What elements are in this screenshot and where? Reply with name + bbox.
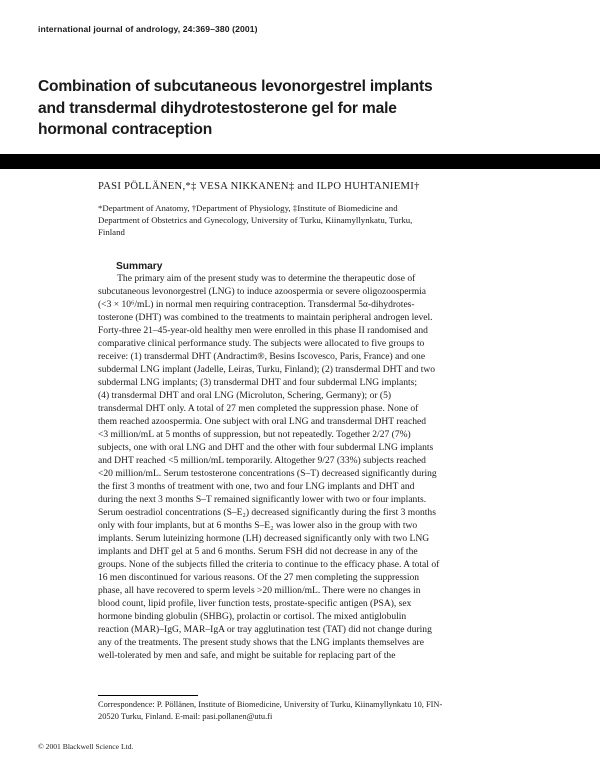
- summary-line: subdermal LNG implant (Jadelle, Leiras, Turku, Finland); (2) transdermal DHT and two: [98, 363, 436, 375]
- footnote-divider: [98, 695, 198, 696]
- affiliation-line: *Department of Anatomy, †Department of Physiology, ‡Institute of Biomedicine and: [98, 203, 398, 213]
- summary-line: Forty-three 21–45-year-old healthy men were enrolled in this phase II randomised and: [98, 324, 428, 336]
- affiliation-line: Finland: [98, 227, 125, 237]
- summary-line: groups. None of the subjects filled the criteria to continue to the efficacy phase. A total of: [98, 558, 440, 570]
- summary-line: (4) transdermal DHT and oral LNG (Microluton, Schering, Germany); or (5): [98, 389, 392, 401]
- copyright-notice: © 2001 Blackwell Science Ltd.: [38, 742, 134, 751]
- summary-line: subdermal LNG implants; (3) transdermal DHT and four subdermal LNG implants;: [98, 376, 418, 388]
- summary-line: transdermal DHT only. A total of 27 men completed the suppression phase. None of: [98, 402, 419, 414]
- summary-line: <3 million/mL at 5 months of suppression, but not repeatedly. Together 2/27 (7%): [98, 428, 411, 440]
- summary-line: subcutaneous levonorgestrel (LNG) to induce azoospermia or severe oligozoospermia: [98, 285, 427, 297]
- summary-line: (<3 × 10⁶/mL) in normal men requiring contraception. Transdermal 5α-dihydrotes-: [98, 298, 415, 310]
- summary-line: well-tolerated by men and safe, and might be suitable for replacing part of the: [98, 649, 396, 661]
- summary-line: implants. Serum luteinizing hormone (LH) decreased significantly only with two LNG: [98, 532, 430, 544]
- summary-line: Serum oestradiol concentrations (S–E₂) decreased significantly during the first 3 months: [98, 506, 436, 518]
- author-affiliations: [98, 202, 498, 238]
- summary-line: 16 men discontinued for various reasons. Of the 27 men completing the suppression: [98, 571, 420, 583]
- summary-line: them reached azoospermia. One subject with oral LNG and transdermal DHT reached: [98, 415, 427, 427]
- summary-line: and DHT reached <5 million/mL temporarily. Altogether 9/27 (33%) subjects reached: [98, 454, 426, 466]
- author-list: PASI PÖLLÄNEN,*‡ VESA NIKKANEN‡ and ILPO HUHTANIEMI†: [98, 181, 420, 192]
- correspondence-line: Correspondence: P. Pöllänen, Institute of Biomedicine, University of Turku, Kiinamyllynkatu 10, FIN-: [98, 700, 443, 709]
- summary-line: comparative clinical performance study. The subjects were allocated to five groups to: [98, 337, 425, 349]
- article-title: [38, 76, 498, 141]
- summary-line: implants and DHT gel at 5 and 6 months. Serum FSH did not decrease in any of the: [98, 545, 418, 557]
- summary-line: only with four implants, but at 6 months S–E₂ was lower also in the group with two: [98, 519, 418, 531]
- correspondence-line: 20520 Turku, Finland. E-mail: pasi.pollanen@utu.fi: [98, 712, 273, 721]
- article-title-line: hormonal contraception: [38, 121, 213, 138]
- affiliation-line: Department of Obstetrics and Gynecology, University of Turku, Kiinamyllynkatu, Turku,: [98, 215, 413, 225]
- summary-line: The primary aim of the present study was to determine the therapeutic dose of: [98, 273, 416, 284]
- summary-body: [98, 273, 500, 663]
- summary-line: reaction (MAR)–IgG, MAR–IgA or tray agglutination test (TAT) did not change during: [98, 623, 432, 635]
- summary-line: the first 3 months of treatment with one, two and four LNG implants and DHT and: [98, 480, 415, 492]
- summary-line: hormone binding globulin (SHBG), prolactin or cortisol. The mixed antiglobulin: [98, 610, 407, 622]
- article-title-line: and transdermal dihydrotestosterone gel for male: [38, 99, 397, 117]
- journal-citation-header: international journal of andrology, 24:369–380 (2001): [38, 24, 258, 34]
- summary-line: <20 million/mL. Serum testosterone concentrations (S–T) decreased significantly during: [98, 467, 437, 479]
- summary-line: during the next 3 months S–T remained significantly lower with two or four implants.: [98, 493, 427, 505]
- title-divider-bar: [0, 154, 600, 169]
- summary-line: phase, all have recovered to sperm levels >20 million/mL. There were no changes in: [98, 584, 421, 596]
- summary-heading: Summary: [116, 261, 163, 272]
- summary-line: subjects, one with oral LNG and DHT and the other with four subdermal LNG implants: [98, 441, 434, 453]
- correspondence-footnote: [98, 699, 500, 723]
- article-title-line: Combination of subcutaneous levonorgestrel implants: [38, 78, 433, 95]
- summary-line: tosterone (DHT) was combined to the treatments to maintain peripheral androgen level.: [98, 311, 433, 323]
- summary-line: receive: (1) transdermal DHT (Andractim®, Besins Iscovesco, Paris, France) and one: [98, 350, 426, 362]
- summary-line: any of the treatments. The present study shows that the LNG implants themselves are: [98, 636, 424, 648]
- summary-line: blood count, lipid profile, liver function tests, prostate-specific antigen (PSA), sex: [98, 597, 412, 609]
